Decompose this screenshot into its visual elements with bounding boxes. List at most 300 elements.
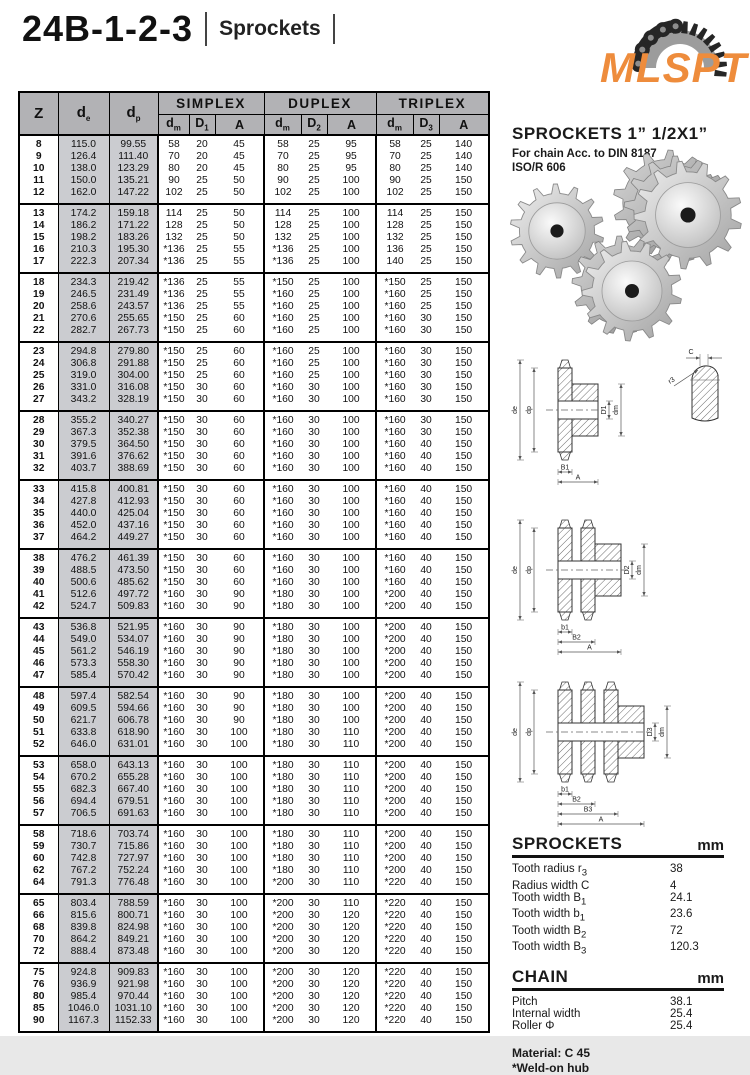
table-cell: 100 (215, 825, 264, 841)
table-cell: 30 (420, 358, 432, 369)
table-cell: 30 (308, 439, 320, 450)
table-cell: 509.83 (109, 601, 158, 618)
table-cell: *200 (384, 670, 406, 681)
table-cell: 95 (327, 135, 376, 151)
table-cell: 30 (19, 439, 58, 451)
table-cell: 30 (308, 841, 320, 852)
table-cell: 100 (215, 756, 264, 772)
table-cell: 150 (454, 325, 473, 336)
table-cell: 30 (196, 979, 208, 990)
table-cell: 30 (196, 508, 208, 519)
dim-label: r3 (667, 376, 677, 386)
table-cell: 90 (215, 687, 264, 703)
spec-row (512, 1020, 724, 1032)
table-cell: 100 (327, 273, 376, 289)
table-cell: 25 (308, 232, 320, 243)
table-cell: 150 (454, 739, 473, 750)
table-row-group (19, 825, 489, 894)
chain-spec-header (512, 967, 724, 991)
table-cell: *160 (163, 772, 185, 783)
table-row (19, 151, 489, 163)
table-cell: 40 (420, 922, 432, 933)
table-cell: 150 (454, 922, 473, 933)
table-cell: 25 (420, 277, 432, 288)
table-cell: *160 (272, 394, 294, 405)
table-cell: 524.7 (58, 601, 109, 618)
spec-value: 23.6 (670, 908, 693, 921)
table-cell: 25 (308, 151, 320, 162)
table-cell: 40 (420, 463, 432, 474)
table-cell: 150 (454, 565, 473, 576)
duplex-section (512, 520, 648, 655)
simplex-section (512, 360, 625, 485)
table-cell: *160 (384, 370, 406, 381)
table-cell: 791.3 (58, 877, 109, 894)
table-cell: 55 (215, 244, 264, 256)
table-cell: 30 (196, 382, 208, 393)
table-cell: 150 (454, 382, 473, 393)
table-cell: 110 (327, 739, 376, 756)
table-cell: 582.54 (109, 687, 158, 703)
table-cell: 40 (420, 829, 432, 840)
page-header (22, 8, 347, 50)
table-row-group (19, 342, 489, 411)
table-cell: 136 (386, 244, 404, 255)
table-cell: 25 (308, 139, 320, 150)
table-cell: 150 (454, 910, 473, 921)
table-cell: 162.0 (58, 187, 109, 204)
table-cell: *180 (272, 670, 294, 681)
table-cell: 150 (454, 1003, 473, 1014)
col-header-a: A (439, 115, 489, 136)
table-cell: *160 (163, 877, 185, 888)
table-cell: 12 (19, 187, 58, 204)
table-cell: *160 (272, 553, 294, 564)
table-cell: 331.0 (58, 382, 109, 394)
table-cell: 100 (215, 877, 264, 894)
dim-label: dp (526, 728, 533, 736)
table-row (19, 520, 489, 532)
table-cell: 100 (215, 796, 264, 808)
table-row (19, 1003, 489, 1015)
table-cell: 100 (327, 187, 376, 204)
table-cell: *160 (272, 325, 294, 336)
table-cell: 55 (215, 289, 264, 301)
table-row (19, 715, 489, 727)
table-cell: 670.2 (58, 772, 109, 784)
table-row (19, 658, 489, 670)
table-cell: 30 (308, 967, 320, 978)
table-cell: 120 (327, 1015, 376, 1032)
table-cell: 50 (215, 187, 264, 204)
table-cell: 30 (308, 589, 320, 600)
dim-label: de (512, 566, 519, 574)
table-cell: 30 (308, 910, 320, 921)
table-cell: 391.6 (58, 451, 109, 463)
table-cell: 100 (327, 382, 376, 394)
table-cell: *136 (163, 301, 185, 312)
table-cell: 150 (454, 187, 473, 198)
product-iso-line: ISO/R 606 (512, 162, 566, 174)
table-cell: 100 (215, 739, 264, 756)
dim-label: dm (659, 727, 666, 737)
table-cell: 110 (327, 894, 376, 910)
table-cell: *136 (163, 256, 185, 267)
table-cell: *160 (272, 520, 294, 531)
table-cell: 102 (274, 187, 292, 198)
table-row (19, 382, 489, 394)
table-cell: 30 (308, 703, 320, 714)
weld-on-hub-footnote: *Weld-on hub (512, 1061, 590, 1075)
table-cell: 43 (19, 618, 58, 634)
table-cell: 30 (196, 865, 208, 876)
table-cell: 100 (327, 715, 376, 727)
table-cell: 437.16 (109, 520, 158, 532)
table-cell: 45 (215, 163, 264, 175)
table-cell: 30 (420, 382, 432, 393)
table-cell: 767.2 (58, 865, 109, 877)
table-cell: *150 (163, 382, 185, 393)
table-cell: 120 (327, 922, 376, 934)
table-cell: 60 (215, 411, 264, 427)
table-cell: *160 (163, 727, 185, 738)
table-cell: *220 (384, 979, 406, 990)
table-cell: 25 (196, 220, 208, 231)
table-cell: 100 (215, 991, 264, 1003)
table-cell: *160 (163, 967, 185, 978)
table-cell: 100 (327, 342, 376, 358)
table-cell: 25 (308, 325, 320, 336)
table-cell: 924.8 (58, 963, 109, 979)
table-row (19, 979, 489, 991)
mlspt-logo (592, 2, 750, 91)
table-cell: 90 (168, 175, 180, 186)
table-cell: 40 (420, 910, 432, 921)
dim-label: dm (613, 405, 620, 415)
table-cell: 30 (308, 772, 320, 783)
sprockets-spec-header (512, 834, 724, 858)
table-cell: 304.00 (109, 370, 158, 382)
table-cell: 95 (327, 151, 376, 163)
spec-value: 24.1 (670, 891, 693, 904)
table-cell: 30 (308, 553, 320, 564)
col-header-dm: $d_m$ (264, 115, 301, 136)
table-cell: *160 (163, 670, 185, 681)
spec-label: Tooth width $b_1$ (512, 908, 586, 924)
table-cell: 691.63 (109, 808, 158, 825)
table-cell: *200 (384, 715, 406, 726)
table-row (19, 411, 489, 427)
spec-row (512, 996, 724, 1008)
table-cell: *160 (384, 427, 406, 438)
table-cell: 222.3 (58, 256, 109, 273)
dim-label: C (688, 349, 694, 356)
table-cell: *200 (272, 910, 294, 921)
table-cell: 114 (386, 208, 404, 219)
table-cell: *150 (163, 532, 185, 543)
table-cell: 30 (196, 772, 208, 783)
triplex-section (512, 682, 671, 827)
table-cell: 45 (215, 151, 264, 163)
table-cell: 40 (420, 898, 432, 909)
table-row (19, 618, 489, 634)
table-cell: 30 (420, 394, 432, 405)
table-cell: 33 (19, 480, 58, 496)
table-cell: 100 (215, 963, 264, 979)
table-cell: 21 (19, 313, 58, 325)
table-cell: 110 (327, 825, 376, 841)
table-cell: 30 (196, 808, 208, 819)
table-cell: 30 (308, 946, 320, 957)
table-cell: 40 (420, 658, 432, 669)
table-cell: 150 (454, 451, 473, 462)
table-cell: *150 (163, 451, 185, 462)
table-cell: 219.42 (109, 273, 158, 289)
table-cell: 30 (196, 463, 208, 474)
table-cell: *200 (272, 898, 294, 909)
table-cell: 27 (19, 394, 58, 411)
table-cell: 742.8 (58, 853, 109, 865)
table-cell: 25 (308, 175, 320, 186)
table-cell: 150 (454, 427, 473, 438)
table-cell: 55 (215, 256, 264, 273)
col-header-dm: $d_m$ (376, 115, 413, 136)
table-cell: 100 (215, 853, 264, 865)
table-cell: 23 (19, 342, 58, 358)
table-cell: 40 (420, 853, 432, 864)
table-cell: *136 (272, 256, 294, 267)
table-cell: 58 (277, 139, 289, 150)
table-cell: 473.50 (109, 565, 158, 577)
table-cell: 45 (19, 646, 58, 658)
table-cell: 30 (308, 670, 320, 681)
table-cell: 30 (308, 415, 320, 426)
table-cell: 60 (215, 313, 264, 325)
table-cell: 100 (327, 301, 376, 313)
table-cell: 536.8 (58, 618, 109, 634)
table-cell: 549.0 (58, 634, 109, 646)
table-row (19, 934, 489, 946)
table-cell: 171.22 (109, 220, 158, 232)
table-cell: 100 (327, 496, 376, 508)
table-cell: 1167.3 (58, 1015, 109, 1032)
table-cell: 16 (19, 244, 58, 256)
table-cell: 150 (454, 622, 473, 633)
table-cell: *160 (384, 358, 406, 369)
table-cell: 30 (196, 967, 208, 978)
table-cell: 30 (196, 589, 208, 600)
table-cell: 80 (19, 991, 58, 1003)
dim-label: de (512, 406, 519, 414)
table-cell: 400.81 (109, 480, 158, 496)
table-cell: 25 (196, 175, 208, 186)
spec-label: Tooth width $B_2$ (512, 924, 587, 940)
table-cell: 319.0 (58, 370, 109, 382)
table-cell: *150 (163, 325, 185, 336)
spec-value: 25.4 (670, 1007, 693, 1020)
table-cell: *160 (163, 865, 185, 876)
table-cell: 30 (196, 553, 208, 564)
table-row (19, 577, 489, 589)
table-cell: 207.34 (109, 256, 158, 273)
table-cell: 40 (420, 565, 432, 576)
dim-label: dp (526, 406, 533, 414)
table-cell: 30 (308, 601, 320, 612)
table-cell: 427.8 (58, 496, 109, 508)
dim-label: D1 (601, 405, 608, 415)
table-cell: 100 (327, 646, 376, 658)
table-cell: 44 (19, 634, 58, 646)
table-cell: *136 (163, 244, 185, 255)
table-row (19, 687, 489, 703)
table-cell: 25 (196, 289, 208, 300)
table-cell: 48 (19, 687, 58, 703)
table-cell: 30 (308, 394, 320, 405)
table-cell: 30 (308, 877, 320, 888)
table-row (19, 508, 489, 520)
table-cell: 60 (215, 358, 264, 370)
table-cell: *160 (384, 484, 406, 495)
table-cell: 706.5 (58, 808, 109, 825)
table-cell: *160 (163, 691, 185, 702)
table-cell: *180 (272, 772, 294, 783)
table-row (19, 756, 489, 772)
table-cell: 55 (215, 273, 264, 289)
table-cell: 14 (19, 220, 58, 232)
table-cell: 425.04 (109, 508, 158, 520)
subtitle-divider (333, 14, 335, 44)
table-cell: 40 (420, 439, 432, 450)
table-cell: 30 (196, 565, 208, 576)
table-row (19, 853, 489, 865)
table-cell: 30 (308, 532, 320, 543)
table-cell: 343.2 (58, 394, 109, 411)
table-cell: 90 (277, 175, 289, 186)
table-cell: *200 (384, 772, 406, 783)
table-row (19, 646, 489, 658)
table-cell: 452.0 (58, 520, 109, 532)
table-row (19, 370, 489, 382)
table-cell: 355.2 (58, 411, 109, 427)
table-row-group (19, 411, 489, 480)
table-cell: 150 (454, 991, 473, 1002)
table-cell: 40 (420, 553, 432, 564)
dim-label: B3 (583, 806, 593, 814)
table-row (19, 175, 489, 187)
table-cell: 30 (196, 394, 208, 405)
table-cell: 30 (196, 601, 208, 612)
table-cell: *136 (163, 277, 185, 288)
table-cell: 120 (327, 934, 376, 946)
table-cell: 243.57 (109, 301, 158, 313)
table-row (19, 289, 489, 301)
table-cell: 100 (215, 727, 264, 739)
table-cell: *180 (272, 796, 294, 807)
table-cell: 26 (19, 382, 58, 394)
table-cell: 25 (308, 277, 320, 288)
table-cell: 132 (165, 232, 183, 243)
table-cell: *150 (163, 427, 185, 438)
table-cell: 150 (454, 289, 473, 300)
table-cell: 40 (420, 865, 432, 876)
spec-row (512, 880, 724, 892)
table-cell: 100 (327, 565, 376, 577)
table-cell: 49 (19, 703, 58, 715)
table-cell: *180 (272, 829, 294, 840)
table-cell: 658.0 (58, 756, 109, 772)
sprocket-photos (502, 158, 748, 350)
table-cell: 34 (19, 496, 58, 508)
table-cell: 100 (327, 618, 376, 634)
table-cell: 30 (308, 496, 320, 507)
table-cell: *160 (384, 289, 406, 300)
table-cell: *160 (163, 796, 185, 807)
table-cell: *160 (384, 577, 406, 588)
table-cell: *150 (163, 496, 185, 507)
table-cell: *200 (272, 991, 294, 1002)
table-cell: *200 (272, 1003, 294, 1014)
table-cell: 40 (420, 532, 432, 543)
table-cell: 485.62 (109, 577, 158, 589)
table-cell: *150 (163, 553, 185, 564)
table-cell: 29 (19, 427, 58, 439)
table-cell: 60 (19, 853, 58, 865)
table-cell: *150 (163, 370, 185, 381)
table-cell: 703.74 (109, 825, 158, 841)
table-cell: *200 (272, 1015, 294, 1026)
table-cell: 25 (420, 220, 432, 231)
table-cell: 40 (420, 715, 432, 726)
table-cell: 30 (420, 427, 432, 438)
table-cell: *160 (272, 439, 294, 450)
table-cell: 100 (327, 480, 376, 496)
table-cell: 195.30 (109, 244, 158, 256)
table-cell: 66 (19, 910, 58, 922)
table-cell: *160 (384, 463, 406, 474)
table-cell: 100 (327, 439, 376, 451)
table-cell: *160 (384, 325, 406, 336)
table-cell: 110 (327, 853, 376, 865)
table-cell: 64 (19, 877, 58, 894)
table-cell: *150 (163, 484, 185, 495)
table-cell: 25 (420, 289, 432, 300)
table-cell: 25 (308, 313, 320, 324)
table-cell: 643.13 (109, 756, 158, 772)
table-cell: 100 (327, 313, 376, 325)
table-cell: 100 (327, 427, 376, 439)
table-cell: 15 (19, 232, 58, 244)
table-cell: *160 (163, 979, 185, 990)
dim-label: B1 (560, 464, 570, 472)
table-cell: 839.8 (58, 922, 109, 934)
table-cell: 30 (196, 715, 208, 726)
table-cell: 1152.33 (109, 1015, 158, 1032)
table-cell: 824.98 (109, 922, 158, 934)
table-cell: 25 (420, 175, 432, 186)
table-cell: *160 (384, 496, 406, 507)
table-cell: 267.73 (109, 325, 158, 342)
table-cell: *200 (384, 808, 406, 819)
table-cell: 800.71 (109, 910, 158, 922)
table-cell: 30 (308, 382, 320, 393)
table-cell: *136 (272, 244, 294, 255)
table-cell: *160 (163, 922, 185, 933)
table-cell: 102 (165, 187, 183, 198)
table-cell: 150 (454, 520, 473, 531)
table-cell: 30 (308, 808, 320, 819)
table-cell: 60 (215, 325, 264, 342)
table-cell: 25 (308, 358, 320, 369)
